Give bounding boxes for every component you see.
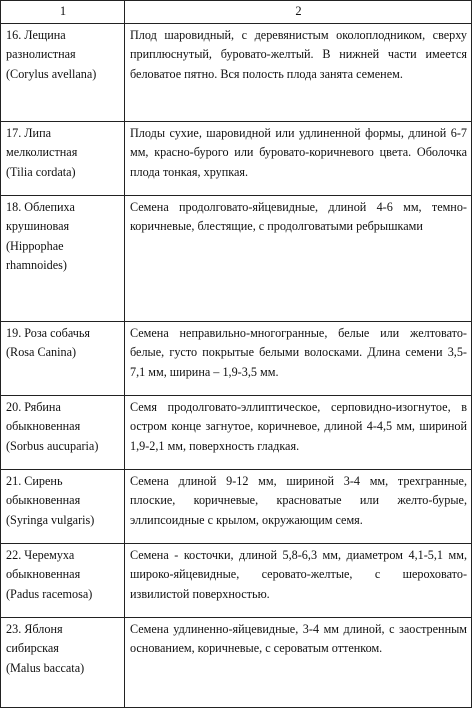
description-cell: Семена удлиненно-яйцевидные, 3-4 мм длиной, с заостренным основанием, коричневые, с сероватым оттенком. — [125, 617, 472, 707]
species-name-line: (Syringa vulgaris) — [6, 512, 95, 527]
table-row — [1, 395, 472, 469]
species-name-cell — [1, 23, 125, 121]
species-name-line: (Padus racemosa) — [6, 586, 93, 601]
header-row — [1, 1, 472, 24]
species-name-line: 22. Черемуха — [6, 547, 75, 562]
species-name-line: (Malus baccata) — [6, 660, 85, 675]
species-name-cell — [1, 195, 125, 321]
species-name-line: (Hippophae — [6, 238, 64, 253]
species-name-line: 17. Липа — [6, 125, 52, 140]
species-name-line: разнолистная — [6, 47, 76, 62]
species-name-line: (Sorbus aucuparia) — [6, 438, 99, 453]
species-name-cell — [1, 469, 125, 543]
species-name-cell — [1, 321, 125, 395]
species-name-line: 16. Лещина — [6, 27, 66, 42]
table-row — [1, 195, 472, 321]
description-cell: Семена неправильно-многогранные, белые или желтовато-белые, густо покрытые белыми волосками. Длина семени 3,5-7,1 мм, ширина – 1,9-3,5 мм. — [125, 321, 472, 395]
table-row — [1, 321, 472, 395]
species-name-line: 23. Яблоня — [6, 621, 63, 636]
species-name-line: сибирская — [6, 641, 59, 656]
description-cell: Семена продолговато-яйцевидные, длиной 4-6 мм, темно-коричневые, блестящие, с продолговатыми ребрышками — [125, 195, 472, 321]
table-row — [1, 469, 472, 543]
species-name-cell — [1, 617, 125, 707]
description-cell: Семена - косточки, длиной 5,8-6,3 мм, диаметром 4,1-5,1 мм, широко-яйцевидные, серовато-желтые, с шероховато-извилистой поверхностью. — [125, 543, 472, 617]
table-row — [1, 543, 472, 617]
species-name-line: обыкновенная — [6, 567, 81, 582]
species-name-line: мелколистная — [6, 145, 78, 160]
species-name-line: обыкновенная — [6, 493, 81, 508]
species-name-cell — [1, 121, 125, 195]
species-name-cell — [1, 543, 125, 617]
column-header-1: 1 — [1, 1, 125, 24]
species-name-line: 19. Роза собачья — [6, 325, 91, 340]
column-header-2: 2 — [125, 1, 472, 24]
description-cell: Плод шаровидный, с деревянистым околоплодником, сверху приплюснутый, буровато-желтый. В нижней части имеется беловатое пятно. Вся полость плода занята семенем. — [125, 23, 472, 121]
description-cell: Семя продолговато-эллиптическое, серповидно-изогнутое, в остром конце загнутое, коричневое, длиной 4-4,5 мм, шириной 1,9-2,1 мм, поверхность гладкая. — [125, 395, 472, 469]
species-name-line: крушиновая — [6, 219, 70, 234]
table-row — [1, 23, 472, 121]
species-name-line: 18. Облепиха — [6, 199, 75, 214]
species-name-line: 20. Рябина — [6, 399, 61, 414]
species-name-line: обыкновенная — [6, 419, 81, 434]
table-row — [1, 121, 472, 195]
description-cell: Плоды сухие, шаровидной или удлиненной формы, длиной 6-7 мм, красно-бурого или буровато-коричневого цвета. Оболочка плода тонкая, хрупкая. — [125, 121, 472, 195]
species-name-line: (Tilia cordata) — [6, 164, 76, 179]
species-name-line: rhamnoides) — [6, 258, 67, 273]
species-name-cell — [1, 395, 125, 469]
species-name-line: (Corylus avellana) — [6, 66, 97, 81]
species-name-line: 21. Сирень — [6, 473, 63, 488]
description-cell: Семена длиной 9-12 мм, шириной 3-4 мм, трехгранные, плоские, коричневые, красноватые или желто-бурые, эллипсоидные с крылом, окружающим семя. — [125, 469, 472, 543]
table-row — [1, 617, 472, 707]
species-name-line: (Rosa Canina) — [6, 345, 77, 360]
